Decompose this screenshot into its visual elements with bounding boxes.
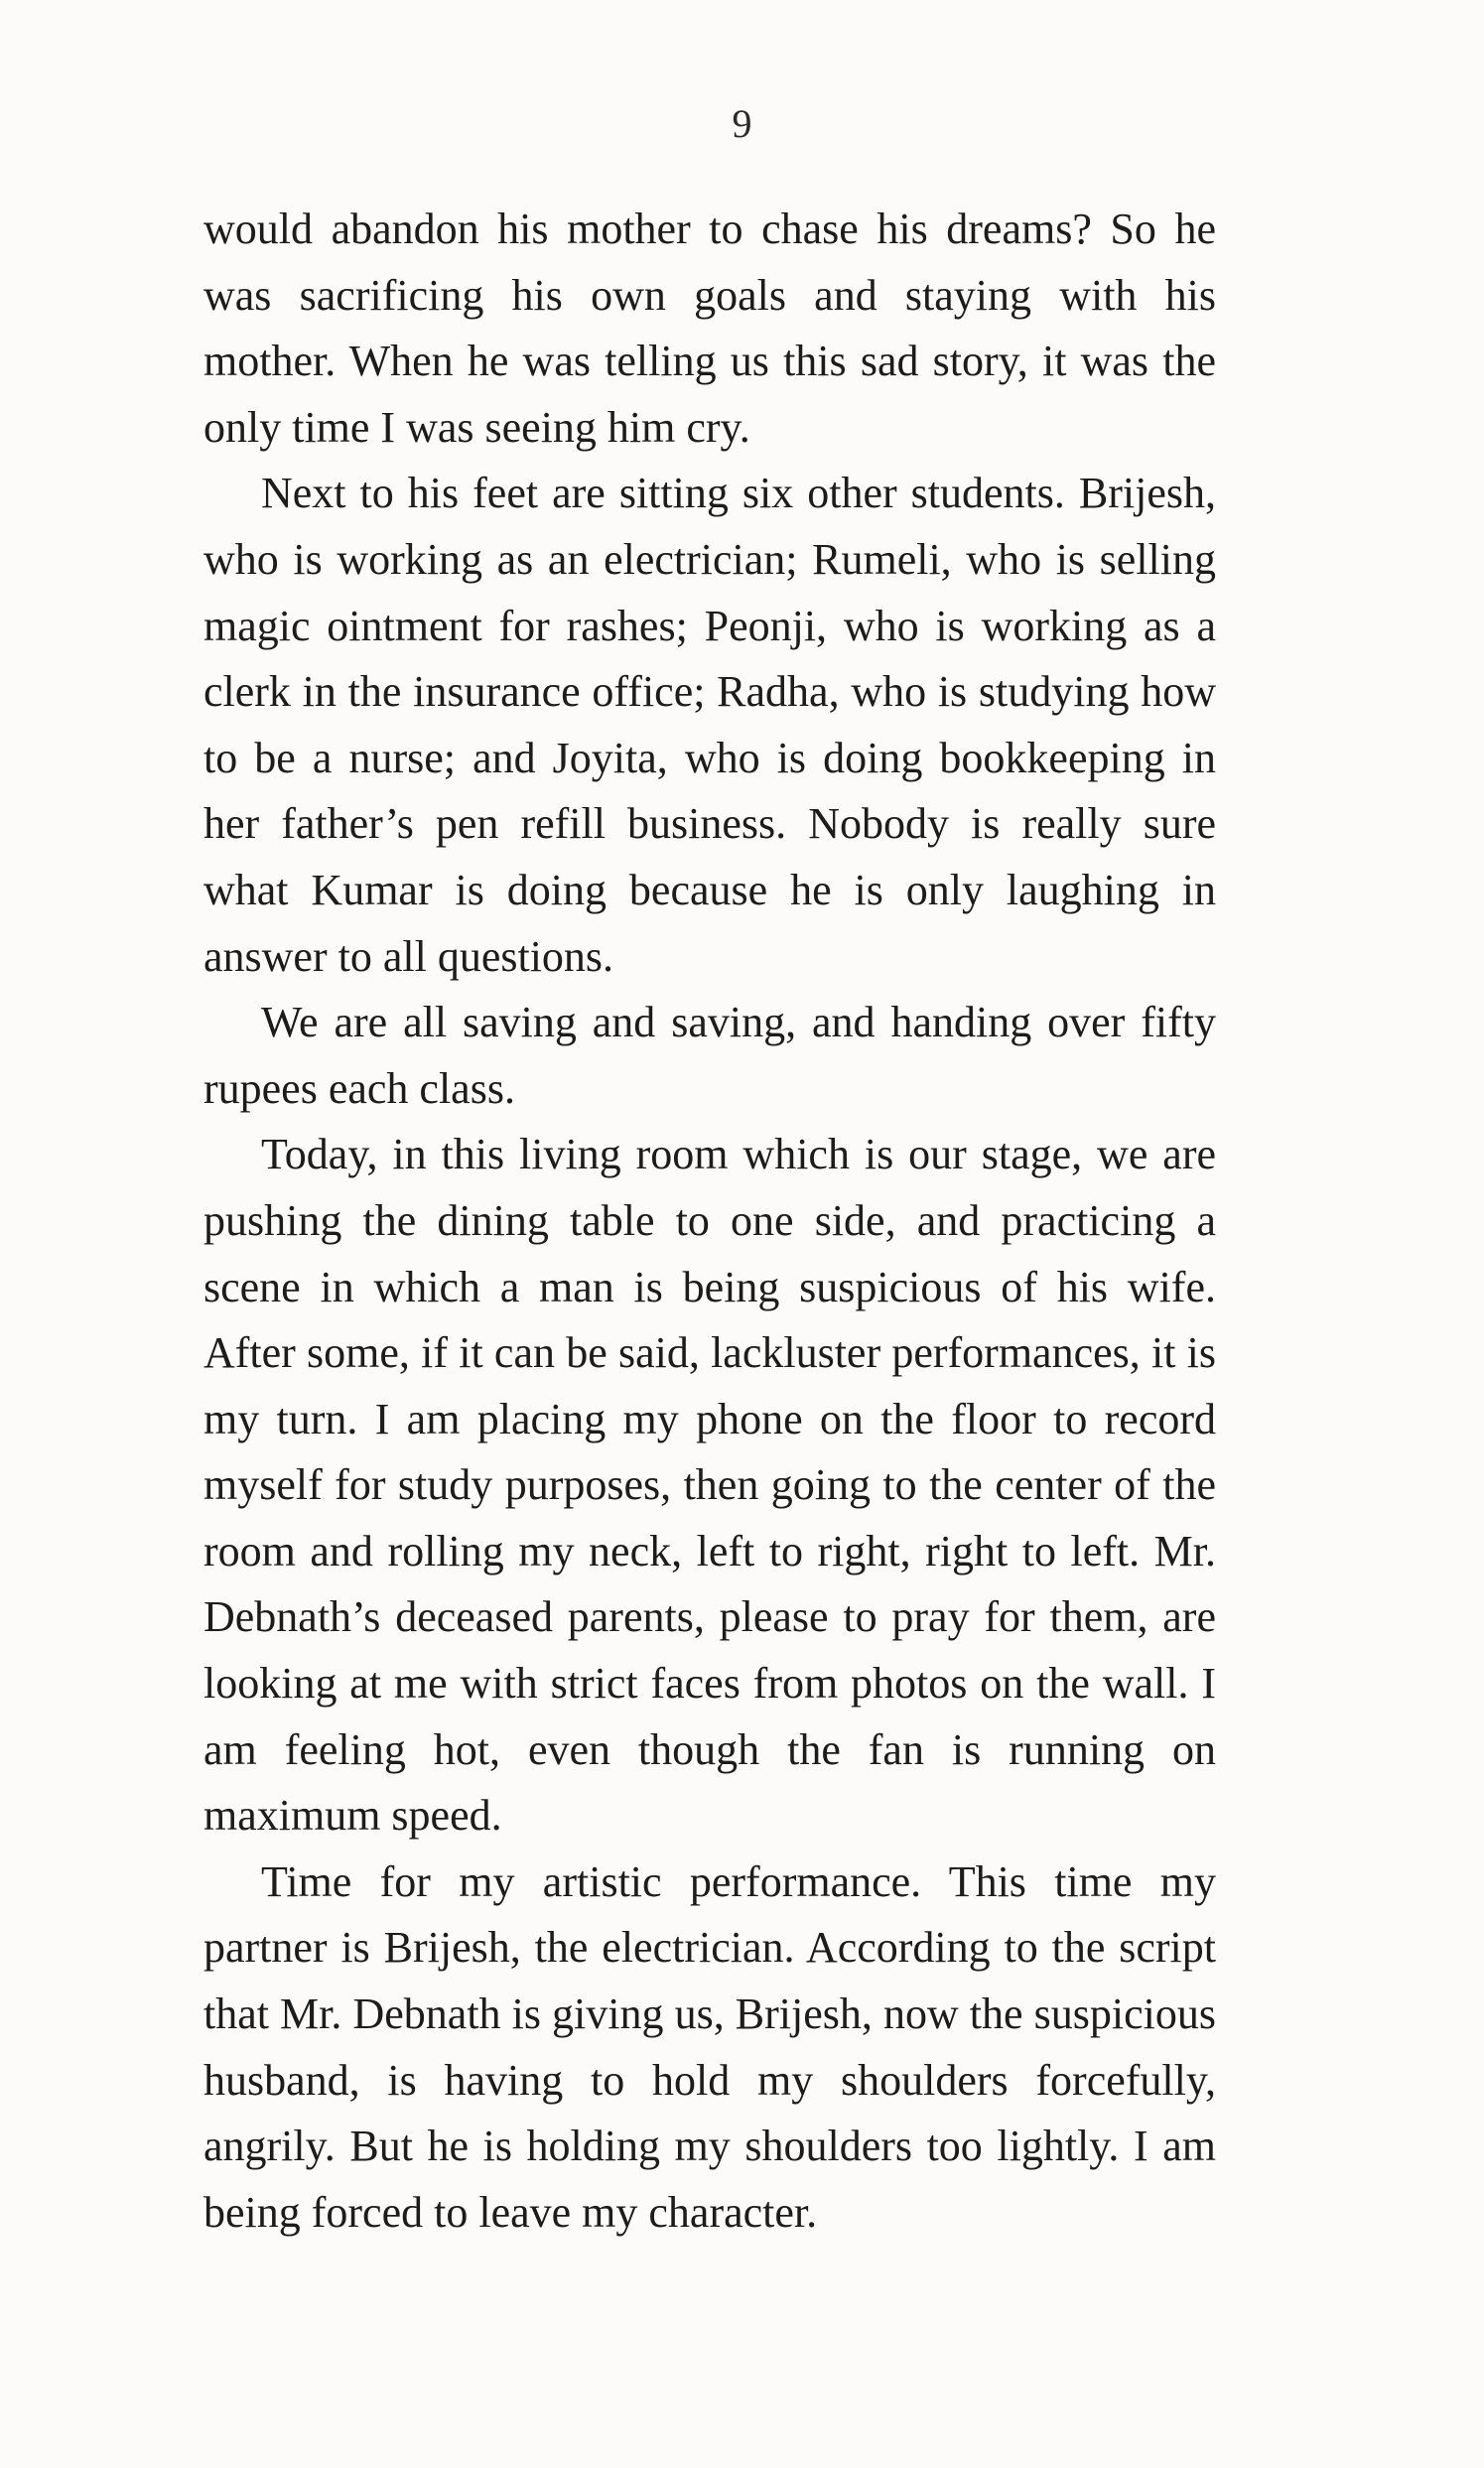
paragraph: Next to his feet are sitting six other students. Brijesh, who is working as an electrician; Rumeli, who is selling magic ointment for rashes; Peonji, who is working as a clerk in the insurance office; Radha, who is studying how to be a nurse; and Joyita, who is doing bookkeeping in her father’s pen refill business. Nobody is really sure what Kumar is doing because he is only laughing in answer to all questions. xyxy=(203,469,1216,981)
paragraph: We are all saving and saving, and handing over fifty rupees each class. xyxy=(203,998,1216,1113)
paragraph: Today, in this living room which is our stage, we are pushing the dining table to one side, and practicing a scene in which a man is being suspicious of his wife. After some, if it can be said, lackluster performances, it is my turn. I am placing my phone on the floor to record myself for study purposes, then going to the center of the room and rolling my neck, left to right, right to left. Mr. Debnath’s deceased parents, please to pray for them, are looking at me with strict faces from photos on the wall. I am feeling hot, even though the fan is running on maximum speed. xyxy=(203,1130,1216,1841)
paragraph: Time for my artistic performance. This time my partner is Brijesh, the electrician. According to the script that Mr. Debnath is giving us, Brijesh, now the suspicious husband, is having to hold my shoulders forcefully, angrily. But he is holding my shoulders too lightly. I am being forced to leave my character. xyxy=(203,1856,1216,2237)
paragraph: would abandon his mother to chase his dreams? So he was sacrificing his own goals and staying with his mother. When he was telling us this sad story, it was the only time I was seeing him cry. xyxy=(203,205,1216,452)
page-number: 9 xyxy=(732,101,752,146)
body-text xyxy=(203,197,1216,2246)
